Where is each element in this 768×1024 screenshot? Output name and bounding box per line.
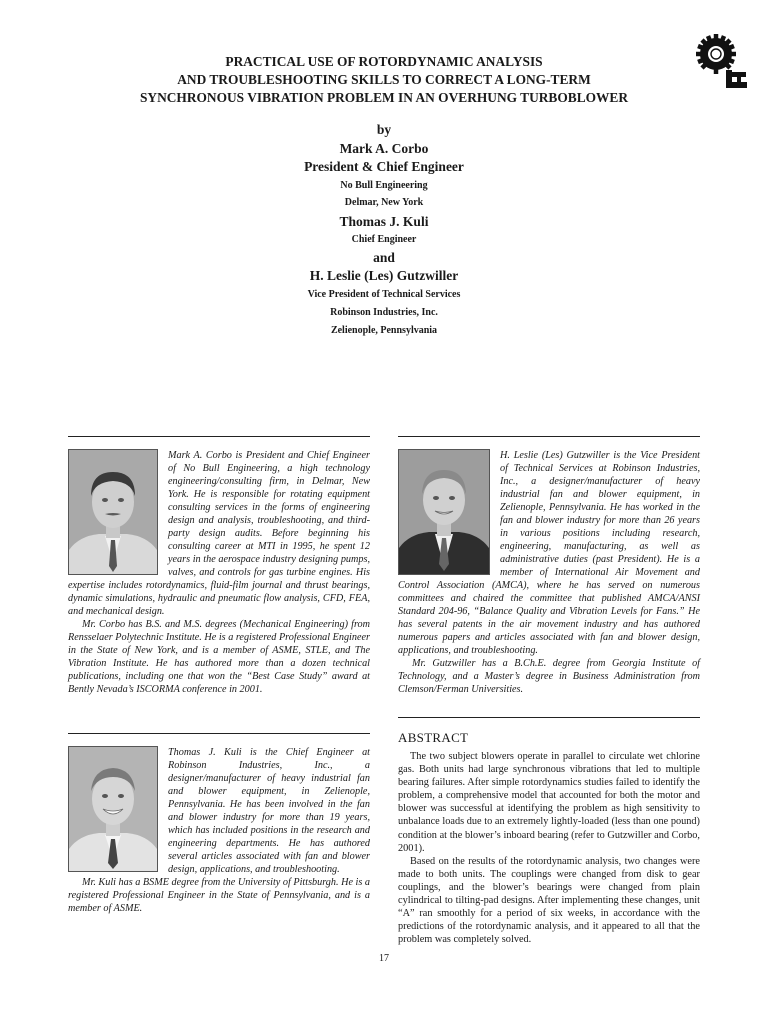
bio-paragraph: Thomas J. Kuli is the Chief Engineer at Robinson Industries, Inc., a designer/manufacturer of heavy industrial fan and blower equipment, in Zelienople, Pennsylvania. He has been involved in the fan and blower industry for more than 19 years, which has included positions in the research and engineering departments. He has authored several articles associated with fan and blower design, applications, and troubleshooting. <box>168 747 370 875</box>
turbomachinery-laboratory-logo <box>692 30 752 92</box>
abstract-heading: ABSTRACT <box>398 730 469 745</box>
section-rule <box>398 436 700 437</box>
abstract-body <box>398 750 700 946</box>
title-line-1: PRACTICAL USE OF ROTORDYNAMIC ANALYSIS <box>225 54 543 69</box>
author-photo <box>68 746 158 872</box>
author-name: H. Leslie (Les) Gutzwiller <box>309 268 459 283</box>
bio-paragraph: Mark A. Corbo is President and Chief Engineer of No Bull Engineering, a high technology engineering/consulting firm, in Delmar, New York. He is responsible for rotating equipment consulting services in the forms of engineering design and analysis, troubleshooting, and third-party design audits. Before beginning his consulting career at MTI in 1995, he spent 12 years in the aerospace industry designing pumps, valves, and controls for gas turbine engines. His expertise includes rotordynamics, fluid-film journal and thrust bearings, dynamic simulations, hydraulic and pneumatic flow analysis, CFD, FEA, and mechanical design. <box>68 450 370 617</box>
author-role: Chief Engineer <box>351 234 417 245</box>
author-bio-corbo <box>68 449 370 696</box>
author-photo <box>68 449 158 575</box>
title-line-2: AND TROUBLESHOOTING SKILLS TO CORRECT A LONG-TERM <box>177 72 591 87</box>
author-location: Delmar, New York <box>344 197 424 208</box>
bio-paragraph: Mr. Kuli has a BSME degree from the University of Pittsburgh. He is a registered Professional Engineer in the State of Pennsylvania, and is a member of ASME. <box>68 877 370 914</box>
author-organization: No Bull Engineering <box>340 180 428 191</box>
page-number: 17 <box>379 953 389 964</box>
bio-paragraph: H. Leslie (Les) Gutzwiller is the Vice President of Technical Services at Robinson Industries, Inc., a designer/manufacturer of heavy industrial fan and blower equipment, in Zelienople, Pennsylvania. He has worked in the fan and blower industry for more than 26 years in various positions including research, engineering, manufacturing, as well as administrative duties (past President). He is a member of International Air Movement and Control Association (AMCA), where he has served on numerous committees and chaired the committee that published AMCA/ANSI Standard 204-96, “Balance Quality and Vibration Levels for Fans.” He has several patents in the air movement industry and has authored numerous papers and articles associated with fan and blower design, applications, and troubleshooting. <box>398 450 700 656</box>
bio-paragraph: Mr. Corbo has B.S. and M.S. degrees (Mechanical Engineering) from Rensselaer Polytechnic Institute. He is a registered Professional Engineer in the State of New York, and is a member of ASME, STLE, and The Vibration Institute. He has authored more than a dozen technical publications, including one that won the “Best Case Study” award at Bently Nevada’s ISCORMA conference in 2001. <box>68 619 370 695</box>
author-photo <box>398 449 490 575</box>
author-name: Thomas J. Kuli <box>339 214 429 229</box>
author-role: Vice President of Technical Services <box>307 289 461 300</box>
byline-and: and <box>373 250 395 265</box>
author-bio-kuli <box>68 746 370 915</box>
bio-paragraph: Mr. Gutzwiller has a B.Ch.E. degree from Georgia Institute of Technology, and a Master’s degree in Business Administration from Clemson/Ferman Universities. <box>398 658 700 695</box>
author-bio-gutzwiller <box>398 449 700 696</box>
author-organization: Robinson Industries, Inc. <box>330 307 438 318</box>
abstract-paragraph: Based on the results of the rotordynamic analysis, two changes were made to both units. The couplings were changed from disk to gear couplings, and the blower’s bearings were changed from plain cylindrical to tilting-pad designs. After implementing these changes, unit “A” ran smoothly for a period of six weeks, in accordance with the predictions of the rotordynamic analysis, and it appeared to all that the problem was completely solved. <box>398 855 700 946</box>
author-location: Zelienople, Pennsylvania <box>330 325 438 336</box>
author-role: President & Chief Engineer <box>304 159 464 174</box>
author-name: Mark A. Corbo <box>339 141 429 156</box>
paper-title <box>60 53 708 107</box>
section-rule <box>398 717 700 718</box>
title-line-3: SYNCHRONOUS VIBRATION PROBLEM IN AN OVERHUNG TURBOBLOWER <box>139 90 629 105</box>
section-rule <box>68 436 370 437</box>
section-rule <box>68 733 370 734</box>
abstract-paragraph: The two subject blowers operate in parallel to circulate wet chlorine gas. Both units had large synchronous vibrations that led to multiple bearing failures. After simple rotordynamics studies failed to identify the problem, a comprehensive model that accounted for both the motor and blower was successful at identifying the problem as high sensitivity to unbalance loads due to an extremely lightly-loaded (less than one pound) condition at the blower’s inboard bearing (refer to Gutzwiller and Corbo, 2001). <box>398 751 700 854</box>
byline-by: by <box>376 122 392 137</box>
